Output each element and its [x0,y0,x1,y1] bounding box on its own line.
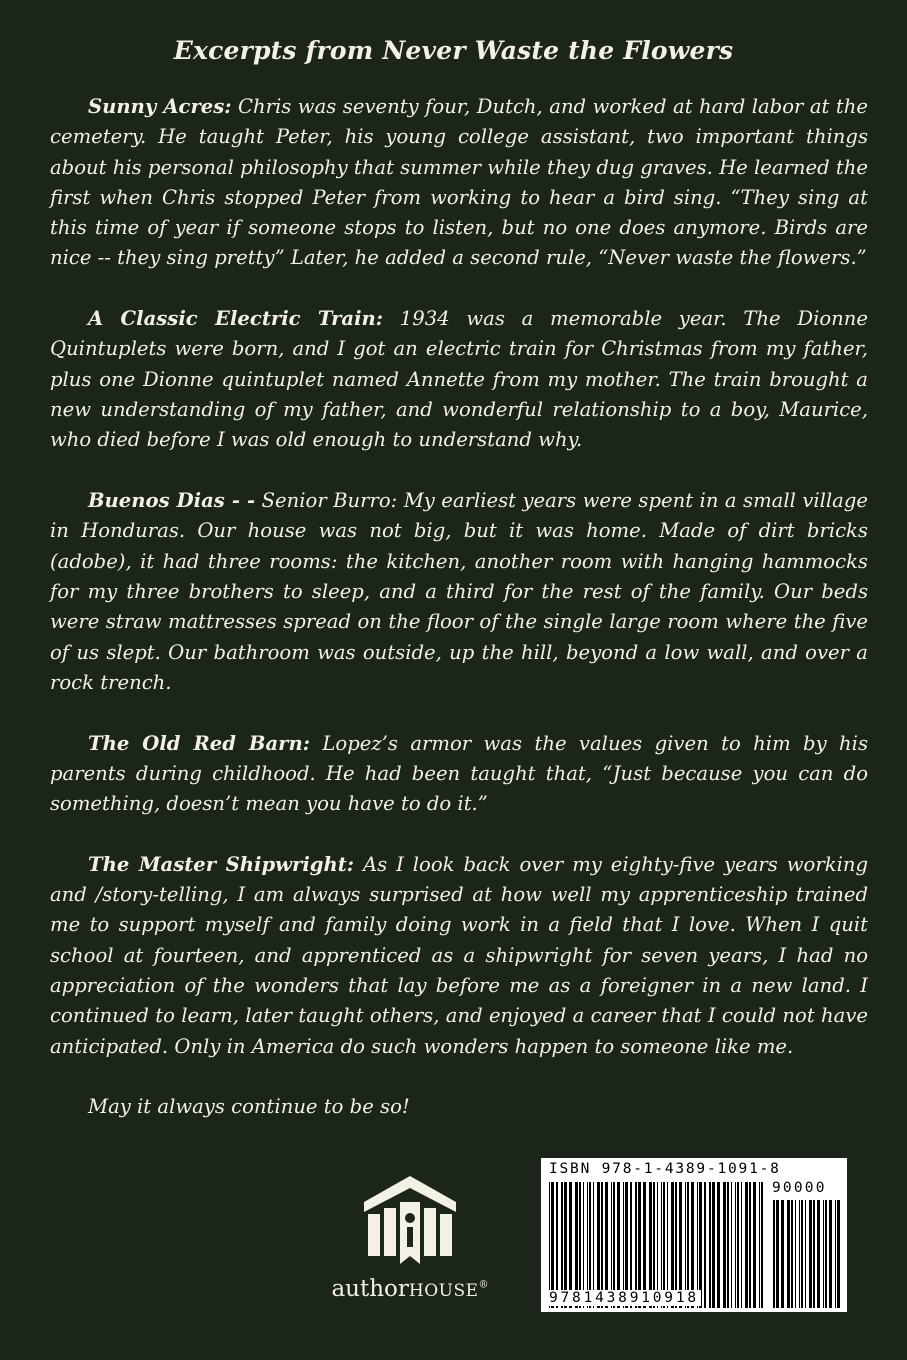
registered-mark: ® [478,1279,489,1291]
ean-digits: 9781438910918 [549,1290,699,1306]
excerpt-paragraph [50,729,868,820]
publisher-wordmark [312,1276,508,1302]
barcode-bars [541,1158,847,1312]
closing-line: May it always continue to be so! [88,1095,410,1119]
excerpt-paragraph [50,304,868,455]
page-title: Excerpts from Never Waste the Flowers [173,36,734,65]
excerpt-heading: Buenos Dias - - [88,489,256,513]
excerpt-text: 1934 was a memorable year. The Dionne Quintuplets were born, and I got an electric train for Christmas from my father, plus one Dionne quintuplet named Annette from my mother. The train brought a new understanding of my father, and wonderful relationship to a boy, Maurice, who died before I was old enough to understand why. [50,307,868,452]
excerpt-heading: A Classic Electric Train: [88,307,384,331]
excerpt-heading: The Old Red Barn: [88,731,310,755]
excerpts-body [50,92,868,1123]
excerpt-paragraph [50,486,868,698]
excerpt-paragraph [50,92,868,274]
authorhouse-logo-icon [360,1172,460,1272]
excerpt-heading: Sunny Acres: [88,95,232,118]
publisher-name-suffix: HOUSE [408,1281,479,1301]
publisher-logo [312,1172,508,1312]
barcode-addon-digits: 90000 [772,1180,827,1196]
publisher-name-prefix: author [331,1276,409,1302]
excerpt-text: As I look back over my eighty-five years working and /story-telling, I am always surprised at how well my apprenticeship trained me to support myself and family doing work in a field that I love. When I quit school at fourteen, and apprenticed as a shipwright for seven years, I had no appreciation of the wonders that lay before me as a foreigner in a new land. I continued to learn, later taught others, and enjoyed a career that I could not have anticipated. Only in America do such wonders happen to someone like me. [50,852,868,1058]
isbn-label: ISBN 978-1-4389-1091-8 [549,1161,781,1177]
excerpt-text: Senior Burro: My earliest years were spent in a small village in Honduras. Our house was not big, but it was home. Made of dirt bricks (adobe), it had three rooms: the kitchen, another room with hanging hammocks for my three brothers to sleep, and a third for the rest of the family. Our beds were straw mattresses spread on the floor of the single large room where the five of us slept. Our bathroom was outside, up the hill, beyond a low wall, and over a rock trench. [50,489,869,694]
isbn-barcode [541,1158,847,1312]
excerpt-paragraph [50,850,868,1062]
excerpt-text: Lopez’s armor was the values given to him by his parents during childhood. He had been taught that, “Just because you can do something, doesn’t mean you have to do it.” [50,731,868,816]
excerpt-text: Chris was seventy four, Dutch, and worked at hard labor at the cemetery. He taught Peter, his young college assistant, two important things about his personal philosophy that summer while they dug graves. He learned the first when Chris stopped Peter from working to hear a bird sing. “They sing at this time of year if someone stops to listen, but no one does anymore. Birds are nice -- they sing pretty” Later, he added a second rule, “Never waste the flowers.” [50,95,868,270]
excerpt-heading: The Master Shipwright: [88,852,355,876]
